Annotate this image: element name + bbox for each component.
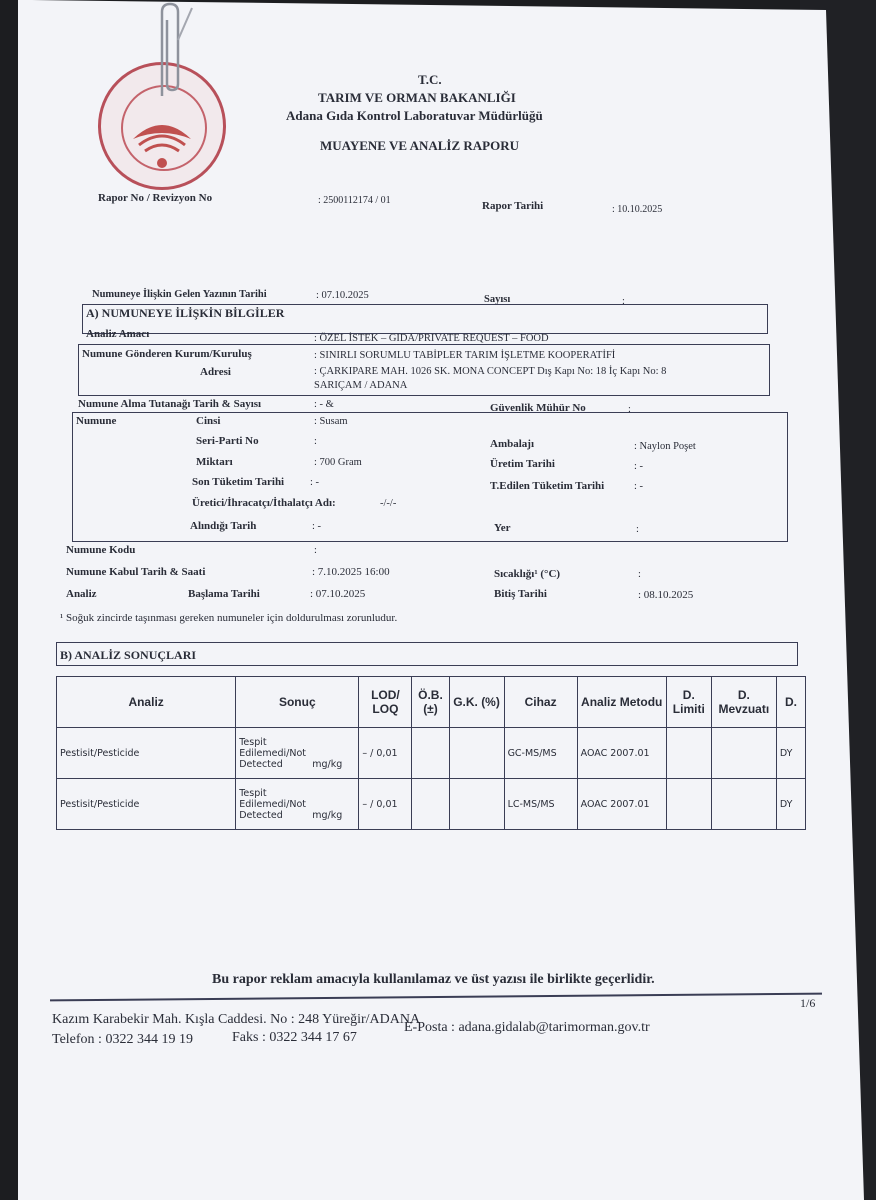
producer-value: -/-/- bbox=[380, 498, 397, 509]
report-no-value: : 2500112174 / 01 bbox=[318, 195, 391, 206]
footer-address: Kazım Karabekir Mah. Kışla Caddesi. No : 248 Yüreğir/ADANA bbox=[52, 1012, 421, 1027]
report-date-value: : 10.10.2025 bbox=[612, 204, 663, 215]
address-label: Adresi bbox=[200, 366, 231, 378]
analysis-label: Analiz bbox=[66, 588, 97, 600]
record-value: : - & bbox=[314, 399, 334, 410]
cell-sonuc-text: Tespit Edilemedi/Not Detected bbox=[239, 736, 307, 770]
cinsi-label: Cinsi bbox=[196, 415, 221, 427]
end-date-label: Bitiş Tarihi bbox=[494, 588, 547, 600]
cell-cihaz: GC-MS/MS bbox=[504, 728, 577, 779]
section-a-title: A) NUMUNEYE İLİŞKİN BİLGİLER bbox=[86, 306, 285, 320]
col-lod: LOD/ LOQ bbox=[359, 677, 412, 728]
col-mevzuat: D. Mevzuatı bbox=[711, 677, 776, 728]
table-row bbox=[57, 779, 806, 830]
start-date-value: : 07.10.2025 bbox=[310, 588, 366, 600]
cell-analiz: Pestisit/Pesticide bbox=[57, 779, 236, 830]
address-line1: : ÇARKIPARE MAH. 1026 SK. MONA CONCEPT Dış Kapı No: 18 İç Kapı No: 8 bbox=[314, 366, 667, 377]
temperature-value: : bbox=[638, 569, 641, 580]
report-title: MUAYENE VE ANALİZ RAPORU bbox=[320, 138, 519, 153]
start-date-label: Başlama Tarihi bbox=[188, 588, 260, 600]
cell-unit: mg/kg bbox=[312, 758, 343, 770]
cell-mevzuat bbox=[711, 779, 776, 830]
cell-unit: mg/kg bbox=[312, 809, 343, 821]
cell-d: DY bbox=[776, 779, 805, 830]
purpose-value: : ÖZEL İSTEK – GIDA/PRIVATE REQUEST – FOOD bbox=[314, 333, 549, 344]
cell-ob bbox=[412, 779, 449, 830]
letter-date-label: Numuneye İlişkin Gelen Yazının Tarihi bbox=[92, 289, 267, 300]
accept-label: Numune Kabul Tarih & Saati bbox=[66, 566, 206, 578]
table-row bbox=[57, 728, 806, 779]
cell-sonuc bbox=[236, 728, 359, 779]
header-ministry: TARIM VE ORMAN BAKANLIĞI bbox=[318, 90, 516, 105]
col-analiz: Analiz bbox=[57, 677, 236, 728]
alindigi-value: : - bbox=[312, 521, 322, 532]
footnote: ¹ Soğuk zincirde taşınması gereken numuneler için doldurulması zorunludur. bbox=[60, 612, 398, 624]
purpose-label: Analiz Amacı bbox=[86, 328, 150, 340]
temperature-label: Sıcaklığı¹ (°C) bbox=[494, 568, 561, 580]
accept-value: : 7.10.2025 16:00 bbox=[312, 566, 390, 578]
end-date-value: : 08.10.2025 bbox=[638, 589, 694, 601]
cell-ob bbox=[412, 728, 449, 779]
sender-label: Numune Gönderen Kurum/Kuruluş bbox=[82, 348, 252, 360]
cell-lod: – / 0,01 bbox=[359, 728, 412, 779]
cell-mevzuat bbox=[711, 728, 776, 779]
yer-value: : bbox=[636, 524, 639, 535]
results-table bbox=[56, 676, 806, 830]
seri-value: : bbox=[314, 436, 317, 447]
code-value: : bbox=[314, 545, 317, 556]
sample-label: Numune bbox=[76, 415, 117, 427]
footer-phone: Telefon : 0322 344 19 19 bbox=[52, 1032, 193, 1047]
cell-sonuc-text: Tespit Edilemedi/Not Detected bbox=[239, 787, 307, 821]
cell-analiz: Pestisit/Pesticide bbox=[57, 728, 236, 779]
paperclip-icon bbox=[148, 0, 196, 100]
report-date-label: Rapor Tarihi bbox=[482, 200, 544, 212]
col-gk: G.K. (%) bbox=[449, 677, 504, 728]
letter-number-label: Sayısı bbox=[484, 294, 511, 305]
col-metod: Analiz Metodu bbox=[577, 677, 666, 728]
col-cihaz: Cihaz bbox=[504, 677, 577, 728]
col-d: D. bbox=[776, 677, 805, 728]
sender-value: : SINIRLI SORUMLU TABİPLER TARIM İŞLETME KOOPERATİFİ bbox=[314, 350, 616, 361]
cell-limit bbox=[666, 728, 711, 779]
tedilen-value: : - bbox=[634, 481, 644, 492]
address-line2: SARIÇAM / ADANA bbox=[314, 380, 408, 391]
cinsi-value: : Susam bbox=[314, 416, 348, 427]
miktar-label: Miktarı bbox=[196, 456, 233, 468]
uretim-label: Üretim Tarihi bbox=[490, 458, 555, 470]
code-label: Numune Kodu bbox=[66, 544, 136, 556]
sample-box bbox=[72, 412, 788, 542]
seri-label: Seri-Parti No bbox=[196, 435, 259, 447]
footer-email: E-Posta : adana.gidalab@tarimorman.gov.tr bbox=[404, 1020, 650, 1035]
cell-lod: – / 0,01 bbox=[359, 779, 412, 830]
seal-no-label: Güvenlik Mühür No bbox=[490, 402, 586, 414]
page-number: 1/6 bbox=[800, 996, 816, 1010]
footer-notice: Bu rapor reklam amacıyla kullanılamaz ve üst yazısı ile birlikte geçerlidir. bbox=[212, 972, 655, 987]
letter-number-value: : bbox=[622, 296, 625, 307]
col-ob: Ö.B. (±) bbox=[412, 677, 449, 728]
cell-sonuc bbox=[236, 779, 359, 830]
cell-metod: AOAC 2007.01 bbox=[577, 779, 666, 830]
footer-fax: Faks : 0322 344 17 67 bbox=[232, 1030, 357, 1045]
yer-label: Yer bbox=[494, 522, 511, 534]
alindigi-label: Alındığı Tarih bbox=[190, 520, 257, 532]
report-no-label: Rapor No / Revizyon No bbox=[98, 192, 213, 204]
ambalaj-label: Ambalajı bbox=[490, 438, 534, 450]
col-sonuc: Sonuç bbox=[236, 677, 359, 728]
tedilen-label: T.Edilen Tüketim Tarihi bbox=[490, 480, 605, 492]
cell-d: DY bbox=[776, 728, 805, 779]
cell-gk bbox=[449, 728, 504, 779]
ambalaj-value: : Naylon Poşet bbox=[634, 441, 696, 452]
section-b-title: B) ANALİZ SONUÇLARI bbox=[60, 648, 197, 662]
col-limit: D. Limiti bbox=[666, 677, 711, 728]
seal-no-value: : bbox=[628, 404, 631, 415]
son-tuketim-label: Son Tüketim Tarihi bbox=[192, 476, 285, 488]
cell-metod: AOAC 2007.01 bbox=[577, 728, 666, 779]
miktar-value: : 700 Gram bbox=[314, 457, 362, 468]
uretim-value: : - bbox=[634, 461, 644, 472]
results-header-row bbox=[57, 677, 806, 728]
cell-gk bbox=[449, 779, 504, 830]
cell-limit bbox=[666, 779, 711, 830]
cell-cihaz: LC-MS/MS bbox=[504, 779, 577, 830]
record-label: Numune Alma Tutanağı Tarih & Sayısı bbox=[78, 398, 262, 410]
producer-label: Üretici/İhracatçı/İthalatçı Adı: bbox=[192, 497, 336, 509]
header-lab: Adana Gıda Kontrol Laboratuvar Müdürlüğü bbox=[286, 108, 543, 123]
header-tc: T.C. bbox=[418, 72, 442, 87]
son-tuketim-value: : - bbox=[310, 477, 320, 488]
letter-date-value: : 07.10.2025 bbox=[316, 290, 369, 301]
